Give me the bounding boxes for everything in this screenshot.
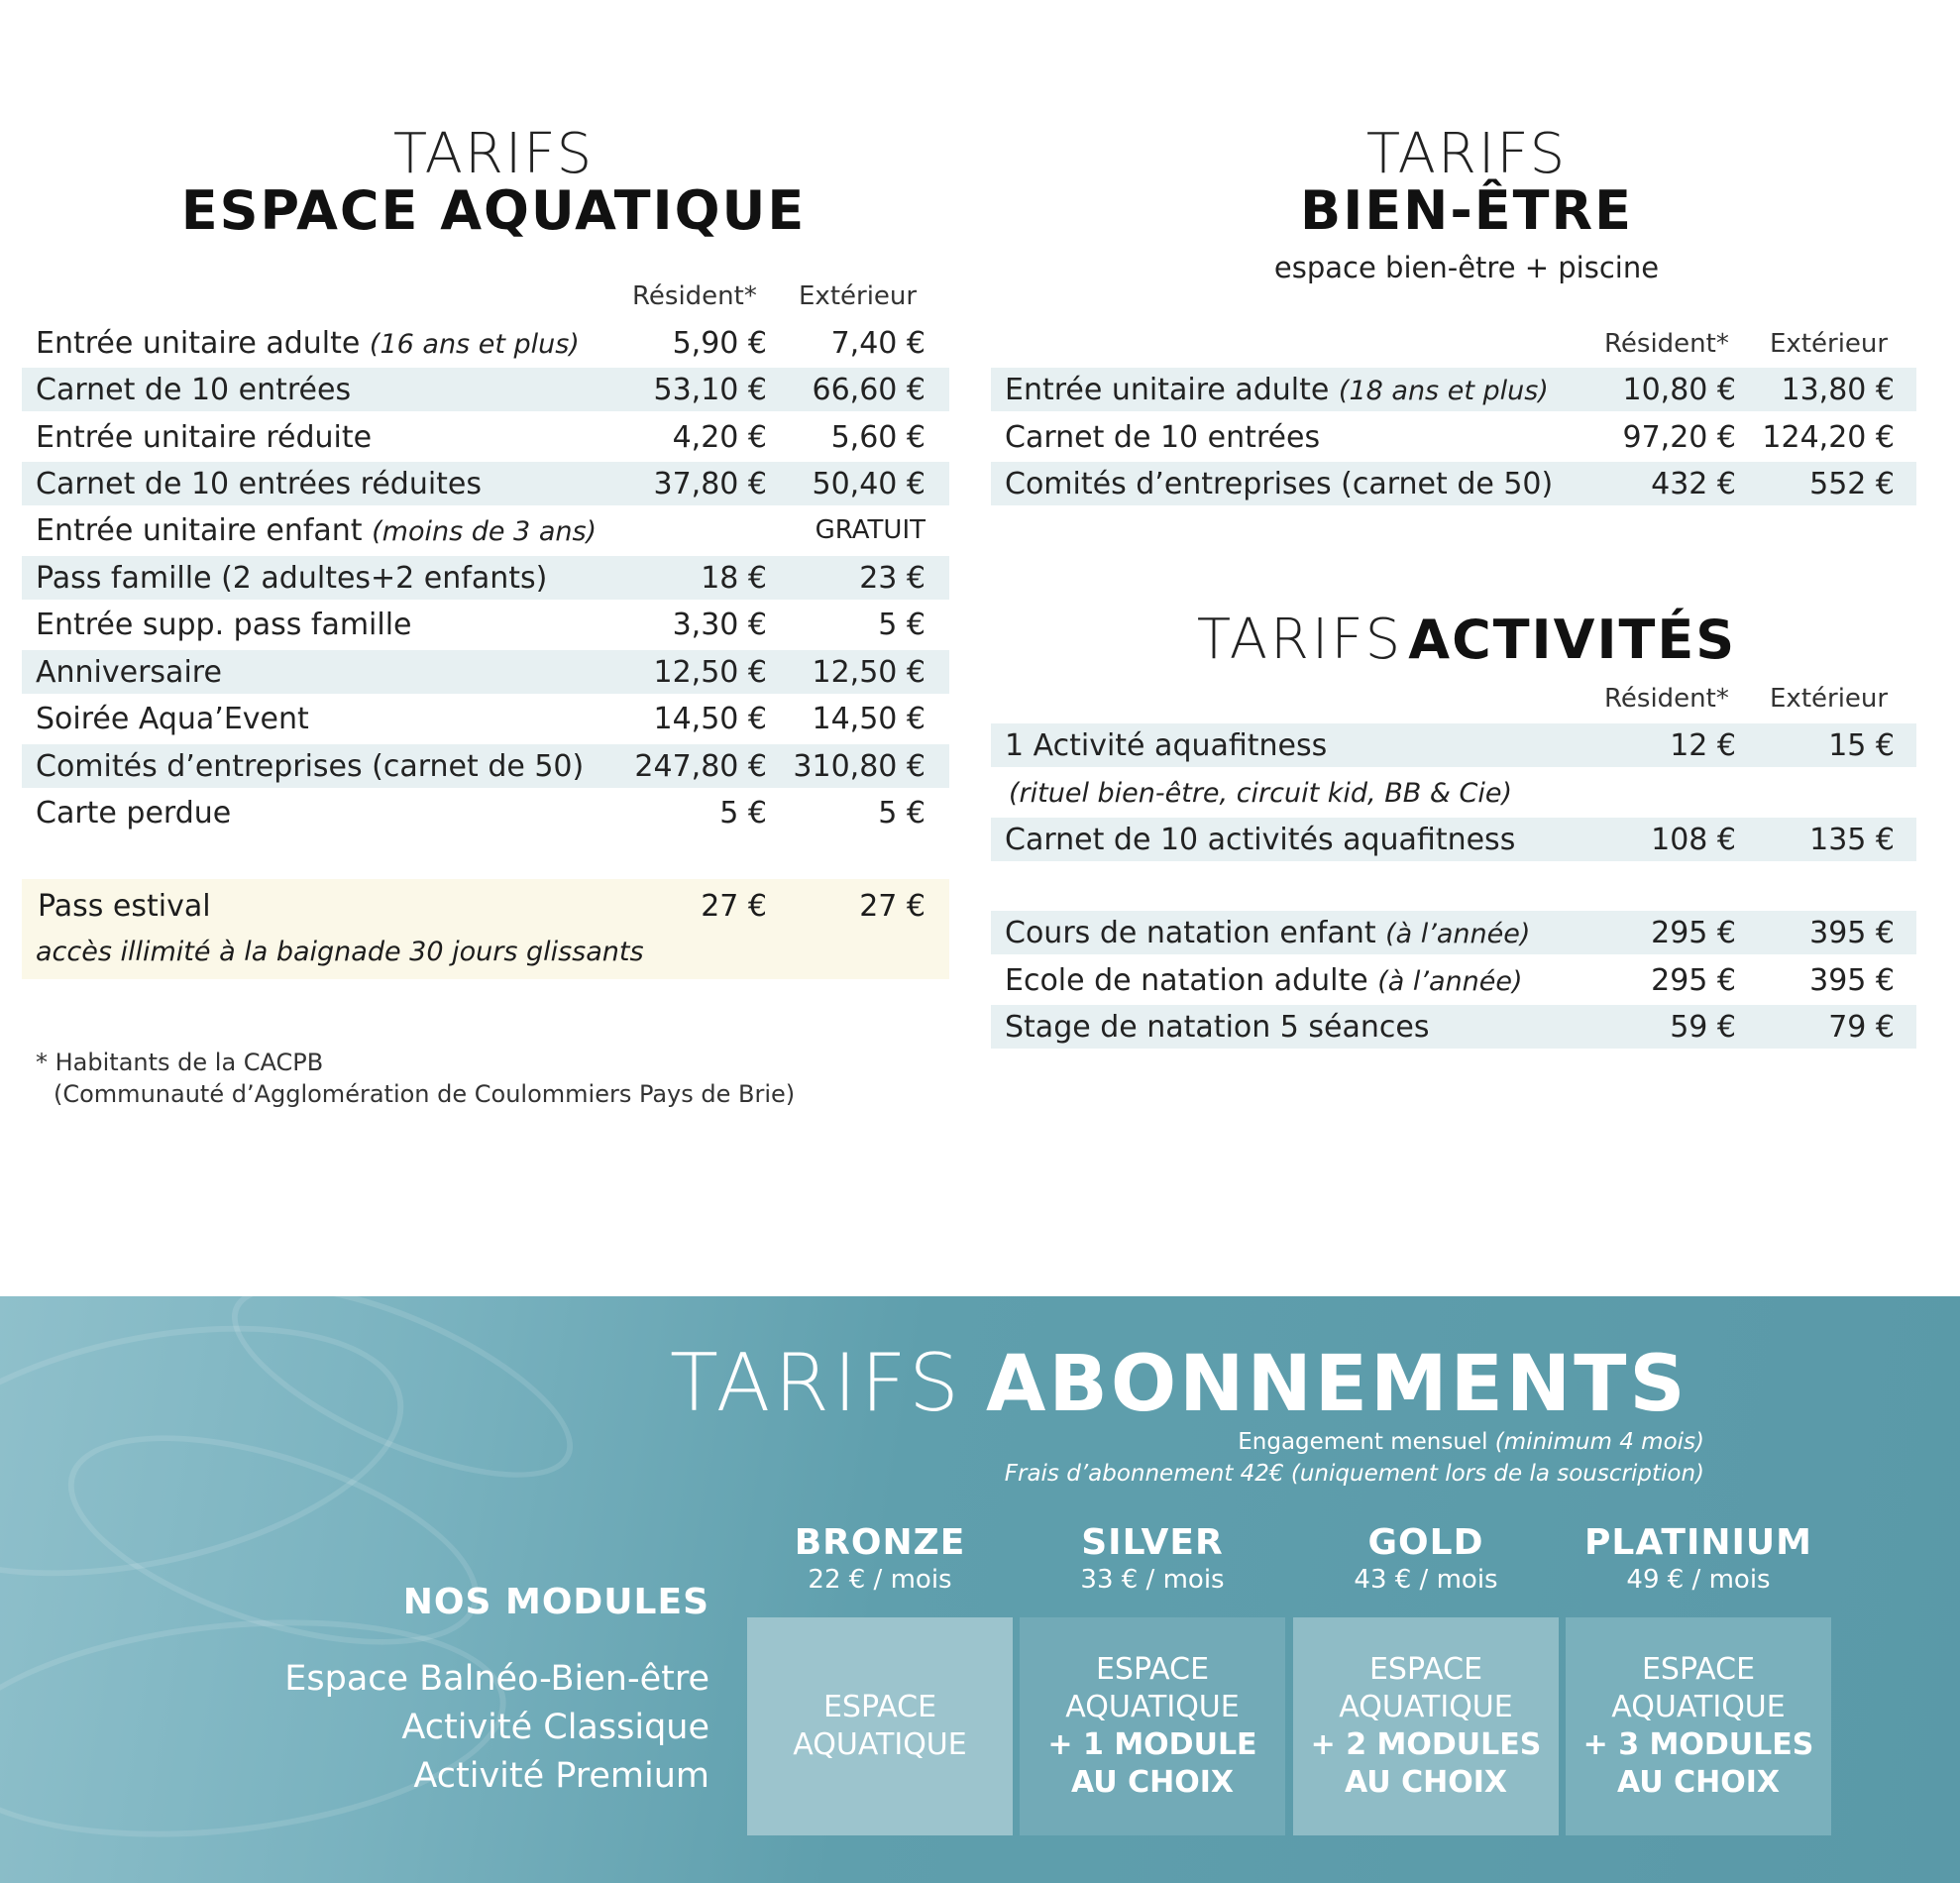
row-label-text: Entrée unitaire adulte [1005, 372, 1330, 407]
bienetre-col-resident: Résident* [1604, 329, 1729, 359]
exterieur-price: 124,20 € [1762, 419, 1895, 455]
row-label-text: Carnet de 10 activités aquafitness [1005, 822, 1516, 857]
tier-box-line: AQUATIQUE [1339, 1690, 1513, 1724]
row-label-text: Cours de natation enfant [1005, 915, 1376, 950]
row-label [36, 467, 482, 501]
row-label-text: Soirée Aqua’Event [36, 701, 309, 736]
row-label [36, 326, 580, 361]
resident-price: 432 € [1651, 466, 1736, 501]
activites-title [1070, 608, 1863, 672]
row-label [1005, 1010, 1430, 1045]
tier-box-line: ESPACE [1368, 1652, 1483, 1687]
resident-price: 37,80 € [653, 466, 767, 501]
engagement-text: Engagement mensuel [1238, 1429, 1488, 1455]
row-label-text: Carnet de 10 entrées [1005, 419, 1321, 455]
resident-price: 59 € [1670, 1009, 1736, 1045]
resident-price: 12,50 € [653, 654, 767, 690]
row-label [36, 561, 547, 596]
exterieur-price: 5 € [878, 607, 926, 642]
row-label [1005, 728, 1327, 763]
footnote-line2: (Communauté d’Agglomération de Coulommiers Pays de Brie) [54, 1080, 796, 1108]
row-label-note: (à l’année) [1385, 918, 1531, 949]
activites-col-resident: Résident* [1604, 684, 1729, 714]
table-row [991, 723, 1916, 767]
tier-silver-header [1020, 1522, 1285, 1595]
resident-price: 295 € [1651, 915, 1736, 950]
resident-price: 18 € [701, 560, 767, 596]
row-label-text: Ecole de natation adulte [1005, 962, 1368, 998]
resident-price: 5,90 € [672, 325, 767, 361]
engagement-note: (minimum 4 mois) [1494, 1429, 1704, 1455]
tier-name: PLATINIUM [1584, 1522, 1812, 1563]
resident-price: 247,80 € [634, 748, 767, 784]
footnote [36, 1047, 795, 1110]
row-label [1005, 963, 1523, 998]
row-label [36, 513, 597, 548]
tier-box-line: AQUATIQUE [1611, 1690, 1786, 1724]
aquatique-title [97, 122, 890, 242]
exterieur-price: 79 € [1828, 1009, 1895, 1045]
footnote-line1: * Habitants de la CACPB [36, 1049, 324, 1076]
activites-title-light: TARIFS [1196, 608, 1404, 672]
row-label-note: (rituel bien-être, circuit kid, BB & Cie) [1009, 777, 1512, 809]
tier-box-module: + 3 MODULES [1582, 1727, 1814, 1762]
tier-price: 43 € / mois [1354, 1565, 1498, 1595]
tier-box-line: ESPACE [1095, 1652, 1210, 1687]
module-item: Activité Classique [401, 1708, 709, 1747]
table-row [991, 1005, 1916, 1049]
tier-box-module: + 1 MODULE [1047, 1727, 1257, 1762]
pass-estival-exterieur: 27 € [859, 889, 926, 924]
tier-name: SILVER [1081, 1522, 1224, 1563]
row-label-text: Comités d’entreprises (carnet de 50) [36, 748, 585, 784]
row-label [1005, 467, 1553, 501]
tier-box-module: AU CHOIX [1070, 1765, 1235, 1800]
table-row [22, 650, 949, 694]
exterieur-price: 5 € [878, 795, 926, 831]
table-row [22, 462, 949, 505]
pass-estival-label: Pass estival [38, 889, 211, 924]
table-row [22, 556, 949, 600]
table-row [991, 462, 1916, 505]
table-row [991, 368, 1916, 411]
tier-gold-header [1293, 1522, 1559, 1595]
row-label-note: (18 ans et plus) [1338, 375, 1549, 406]
tier-price: 49 € / mois [1626, 1565, 1771, 1595]
exterieur-price: 15 € [1828, 727, 1895, 763]
row-label [36, 373, 351, 407]
resident-price: 14,50 € [653, 701, 767, 736]
table-row [22, 508, 949, 552]
row-label-note: (moins de 3 ans) [372, 515, 598, 547]
pass-estival-resident: 27 € [701, 889, 767, 924]
exterieur-price: 552 € [1809, 466, 1895, 501]
row-label [1005, 823, 1515, 857]
row-label-text: Entrée unitaire réduite [36, 419, 373, 455]
abonnements-title-bold: ABONNEMENTS [986, 1340, 1688, 1429]
row-label [36, 796, 231, 831]
row-label-text: Entrée unitaire adulte [36, 325, 361, 361]
row-label-text: Carnet de 10 entrées [36, 372, 352, 407]
bienetre-subtitle: espace bien-être + piscine [1273, 251, 1660, 284]
row-label-text: Pass famille (2 adultes+2 enfants) [36, 560, 548, 596]
exterieur-price: GRATUIT [815, 515, 926, 545]
resident-price: 295 € [1651, 962, 1736, 998]
row-label [1009, 775, 1512, 810]
table-row [22, 368, 949, 411]
row-label-note: (16 ans et plus) [369, 328, 580, 360]
tier-box-line: ESPACE [822, 1690, 937, 1724]
exterieur-price: 395 € [1809, 915, 1895, 950]
aquatique-title-light: TARIFS [392, 122, 595, 186]
bienetre-col-exterieur: Extérieur [1770, 329, 1889, 359]
pass-estival-block [22, 879, 949, 979]
tier-platinium-box [1566, 1617, 1831, 1835]
bienetre-title [1070, 122, 1863, 284]
tier-box-line: AQUATIQUE [793, 1727, 967, 1762]
exterieur-price: 23 € [859, 560, 926, 596]
module-item: Activité Premium [413, 1756, 709, 1796]
aquatique-col-exterieur: Extérieur [799, 281, 918, 311]
row-label [1005, 916, 1530, 950]
exterieur-price: 395 € [1809, 962, 1895, 998]
activites-col-exterieur: Extérieur [1770, 684, 1889, 714]
exterieur-price: 50,40 € [812, 466, 926, 501]
table-row [22, 697, 949, 740]
tier-bronze-box [747, 1617, 1013, 1835]
abonnements-title [670, 1337, 1720, 1429]
tier-box-line: ESPACE [1641, 1652, 1756, 1687]
table-row [22, 744, 949, 788]
abonnements-engagement [1238, 1429, 1704, 1455]
table-row [991, 415, 1916, 459]
activites-title-bold: ACTIVITÉS [1408, 609, 1737, 671]
exterieur-price: 135 € [1809, 822, 1895, 857]
row-label [36, 655, 222, 690]
table-row [991, 770, 1916, 814]
tier-price: 22 € / mois [808, 1565, 952, 1595]
row-label [1005, 373, 1549, 407]
row-label-text: Entrée supp. pass famille [36, 607, 412, 642]
table-row [991, 911, 1916, 954]
table-row [22, 603, 949, 646]
tier-box-module: AU CHOIX [1344, 1765, 1508, 1800]
row-label-text: Stage de natation 5 séances [1005, 1009, 1430, 1045]
exterieur-price: 12,50 € [812, 654, 926, 690]
resident-price: 5 € [719, 795, 767, 831]
tier-platinium-header [1566, 1522, 1831, 1595]
exterieur-price: 13,80 € [1781, 372, 1895, 407]
table-row [22, 791, 949, 834]
tier-box-module: AU CHOIX [1616, 1765, 1781, 1800]
tier-silver-box [1020, 1617, 1285, 1835]
row-label [36, 702, 309, 736]
aquatique-col-resident: Résident* [632, 281, 757, 311]
row-label-text: Comités d’entreprises (carnet de 50) [1005, 466, 1554, 501]
resident-price: 3,30 € [672, 607, 767, 642]
aquatique-title-bold: ESPACE AQUATIQUE [180, 179, 807, 242]
tier-name: BRONZE [794, 1522, 966, 1563]
row-label-text: Carte perdue [36, 795, 232, 831]
modules-list [284, 1655, 709, 1801]
resident-price: 108 € [1651, 822, 1736, 857]
row-label-note: (à l’année) [1377, 965, 1523, 997]
bienetre-title-light: TARIFS [1365, 122, 1568, 186]
tier-price: 33 € / mois [1080, 1565, 1225, 1595]
row-label [36, 749, 584, 784]
exterieur-price: 14,50 € [812, 701, 926, 736]
tier-name: GOLD [1367, 1522, 1484, 1563]
tier-box-line: AQUATIQUE [1065, 1690, 1240, 1724]
exterieur-price: 7,40 € [830, 325, 926, 361]
row-label-text: Entrée unitaire enfant [36, 512, 363, 548]
resident-price: 4,20 € [672, 419, 767, 455]
table-row [991, 818, 1916, 861]
resident-price: 53,10 € [653, 372, 767, 407]
tier-box-module: + 2 MODULES [1310, 1727, 1542, 1762]
row-label [1005, 420, 1320, 455]
resident-price: 12 € [1670, 727, 1736, 763]
resident-price: 97,20 € [1622, 419, 1736, 455]
table-row [991, 958, 1916, 1002]
abonnements-frais: Frais d’abonnement 42€ (uniquement lors de la souscription) [1004, 1461, 1704, 1487]
table-row [22, 321, 949, 365]
row-label-text: Anniversaire [36, 654, 222, 690]
resident-price: 10,80 € [1622, 372, 1736, 407]
abonnements-title-light: TARIFS [670, 1337, 963, 1429]
bienetre-title-bold: BIEN-ÊTRE [1300, 179, 1633, 242]
row-label [36, 420, 372, 455]
exterieur-price: 66,60 € [812, 372, 926, 407]
tier-bronze-header [747, 1522, 1013, 1595]
pass-estival-note: accès illimité à la baignade 30 jours glissants [36, 937, 644, 967]
row-label [36, 608, 412, 642]
table-row [22, 415, 949, 459]
module-item: Espace Balnéo-Bien-être [284, 1659, 709, 1699]
tier-gold-box [1293, 1617, 1559, 1835]
exterieur-price: 310,80 € [793, 748, 926, 784]
modules-title: NOS MODULES [402, 1582, 709, 1622]
row-label-text: 1 Activité aquafitness [1005, 727, 1328, 763]
exterieur-price: 5,60 € [830, 419, 926, 455]
row-label-text: Carnet de 10 entrées réduites [36, 466, 483, 501]
